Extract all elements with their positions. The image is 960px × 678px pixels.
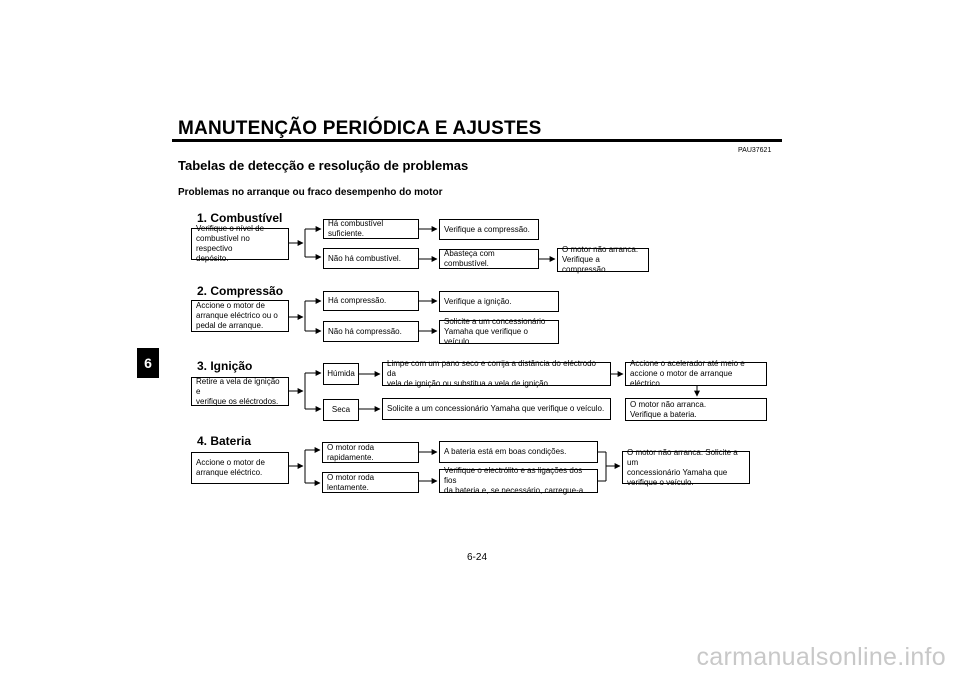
s1-branch-2-result-box: Abasteça com combustível. bbox=[439, 249, 539, 269]
section-4-title: 4. Bateria bbox=[197, 434, 252, 448]
section-3-title: 3. Ignição bbox=[197, 359, 253, 373]
s1-branch-2-box: Não há combustível. bbox=[323, 248, 419, 269]
page-title: MANUTENÇÃO PERIÓDICA E AJUSTES bbox=[178, 118, 542, 139]
section-2-title: 2. Compressão bbox=[197, 284, 284, 298]
page-number: 6-24 bbox=[467, 552, 488, 563]
s3-branch-1-box: Húmida bbox=[323, 363, 359, 385]
s1-branch-1-box: Há combustível suficiente. bbox=[323, 219, 419, 239]
s1-branch-1-result-box: Verifique a compressão. bbox=[439, 219, 539, 240]
s3-branch-1-result-box: Limpe com um pano seco e corrija a distância do eléctrodo da vela de ignição ou substitua a vela de ignição. bbox=[382, 362, 611, 386]
section-1-title: 1. Combustível bbox=[197, 211, 283, 225]
s1-branch-2-final-box: O motor não arranca. Verifique a compressão. bbox=[557, 248, 649, 272]
s4-final-box: O motor não arranca. Solicite a um concessionário Yamaha que verifique o veículo. bbox=[622, 451, 750, 484]
reference-code: PAU37621 bbox=[738, 147, 772, 154]
s3-branch-2-box: Seca bbox=[323, 399, 359, 421]
chapter-tab: 6 bbox=[137, 348, 159, 378]
s4-branch-1-box: O motor roda rapidamente. bbox=[322, 442, 419, 463]
section-subtitle: Tabelas de detecção e resolução de problemas bbox=[178, 158, 469, 173]
section-subheading: Problemas no arranque ou fraco desempenho do motor bbox=[178, 187, 443, 198]
s2-branch-1-result-box: Verifique a ignição. bbox=[439, 291, 559, 312]
s1-start-box: Verifique o nível de combustível no respectivo depósito. bbox=[191, 228, 289, 260]
s3-branch-1-next-box: Accione o acelerador até meio e accione o motor de arranque eléctrico. bbox=[625, 362, 767, 386]
s2-start-box: Accione o motor de arranque eléctrico ou o pedal de arranque. bbox=[191, 300, 289, 332]
s3-start-box: Retire a vela de ignição e verifique os eléctrodos. bbox=[191, 377, 289, 406]
s4-branch-2-result-box: Verifique o electrólito e as ligações dos fios da bateria e, se necessário, carregue-a. bbox=[439, 469, 598, 493]
s2-branch-2-result-box: Solicite a um concessionário Yamaha que verifique o veículo. bbox=[439, 320, 559, 344]
s4-branch-1-result-box: A bateria está em boas condições. bbox=[439, 441, 598, 463]
s2-branch-2-box: Não há compressão. bbox=[323, 321, 419, 342]
s3-branch-2-result-box: Solicite a um concessionário Yamaha que verifique o veículo. bbox=[382, 398, 611, 420]
s2-branch-1-box: Há compressão. bbox=[323, 291, 419, 311]
s4-start-box: Accione o motor de arranque eléctrico. bbox=[191, 452, 289, 484]
s3-branch-1-final-box: O motor não arranca. Verifique a bateria. bbox=[625, 398, 767, 421]
watermark: carmanualsonline.info bbox=[696, 643, 946, 671]
s4-branch-2-box: O motor roda lentamente. bbox=[322, 472, 419, 493]
